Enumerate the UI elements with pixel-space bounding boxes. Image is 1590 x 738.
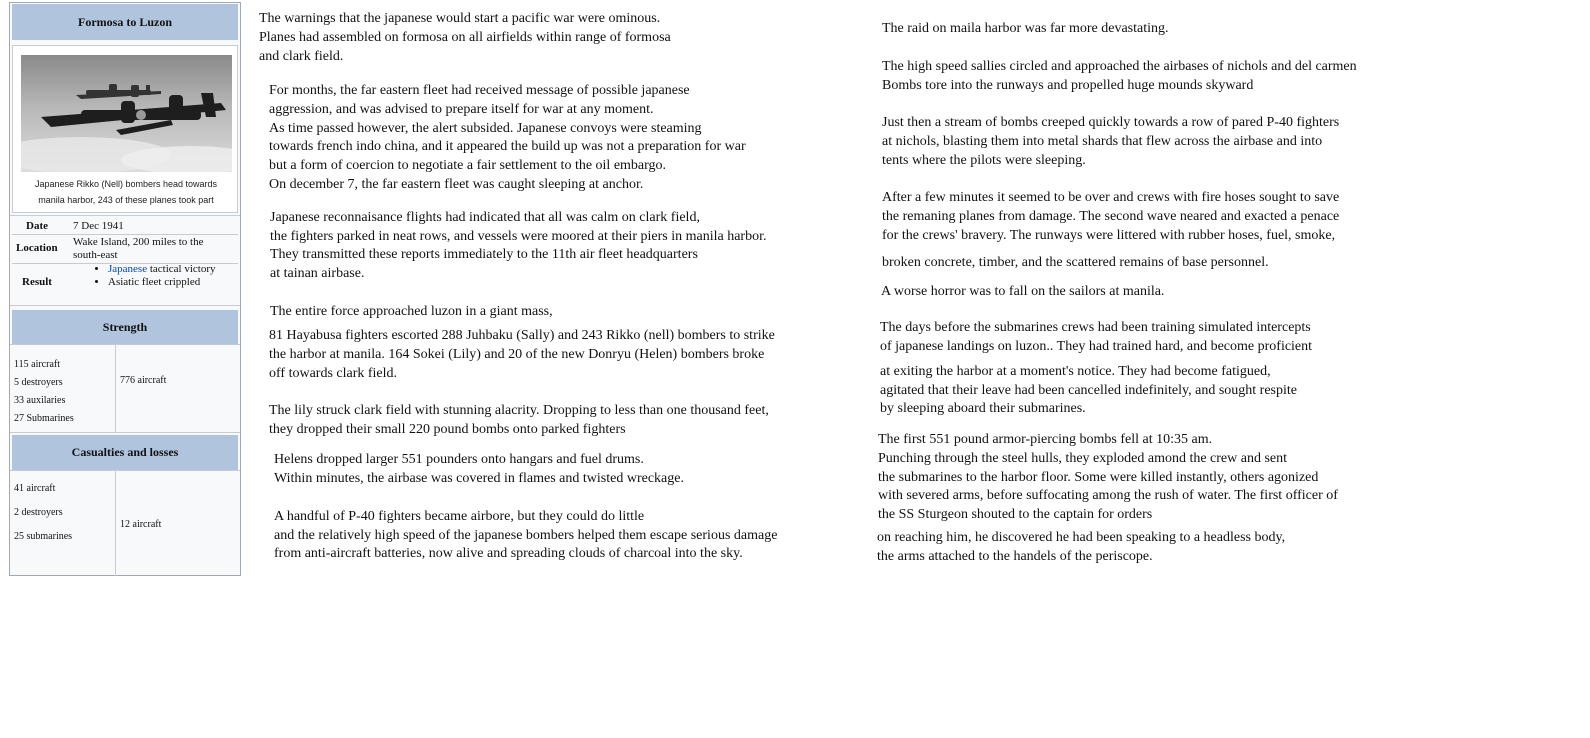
text-line: After a few minutes it seemed to be over and crews with fire hoses sought to save (882, 190, 1340, 205)
strength-item: 33 auxilaries (14, 395, 66, 406)
text-line: at exiting the harbor at a moment's notice. They had become fatigued, (880, 364, 1271, 379)
text-line: broken concrete, timber, and the scattered remains of base personnel. (882, 255, 1269, 270)
text-line: and clark field. (259, 49, 344, 64)
casualty-item: 41 aircraft (14, 483, 56, 494)
column-divider (115, 344, 116, 433)
result-item (108, 263, 216, 276)
strength-item: 115 aircraft (14, 359, 60, 370)
text-line: Punching through the steel hulls, they exploded amond the crew and sent (878, 451, 1288, 466)
result-label: Result (22, 276, 52, 288)
text-line: they dropped their small 220 pound bombs onto parked fighters (269, 422, 626, 437)
image-caption-line: Japanese Rikko (Nell) bombers head towards (34, 179, 218, 189)
text-line: The lily struck clark field with stunning alacrity. Dropping to less than one thousand feet, (269, 403, 769, 418)
text-line: towards french indo china, and it appeared the build up was not a preparation for war (269, 139, 746, 154)
text-line: Bombs tore into the runways and propelled huge mounds skyward (882, 78, 1254, 93)
text-line: The days before the submarines crews had been training simulated intercepts (880, 320, 1311, 335)
text-line: Planes had assembled on formosa on all airfields within range of formosa (259, 30, 671, 45)
divider (10, 470, 240, 471)
text-line: by sleeping aboard their submarines. (880, 401, 1086, 416)
date-label: Date (26, 220, 48, 232)
result-item-text: tactical victory (147, 263, 216, 275)
text-line: The entire force approached luzon in a giant mass, (270, 304, 553, 319)
divider (12, 234, 238, 235)
result-item (108, 276, 216, 289)
text-line: but a form of coercion to negotiate a fair settlement to the oil embargo. (269, 158, 667, 173)
text-line: with severed arms, before suffocating among the rush of water. The first officer of (878, 488, 1338, 503)
text-line: A worse horror was to fall on the sailors at manila. (881, 284, 1165, 299)
strength-opponent: 776 aircraft (120, 375, 167, 386)
text-line: They transmitted these reports immediately to the 11th air fleet headquarters (270, 247, 698, 262)
text-line: the harbor at manila. 164 Sokei (Lily) and 20 of the new Donryu (Helen) bombers broke (269, 347, 765, 362)
date-value: 7 Dec 1941 (73, 220, 124, 232)
text-line: for the crews' bravery. The runways were littered with rubber hoses, fuel, smoke, (882, 228, 1336, 243)
location-label: Location (16, 242, 58, 254)
text-line: Within minutes, the airbase was covered in flames and twisted wreckage. (274, 471, 684, 486)
column-divider (115, 470, 116, 576)
result-list (73, 263, 216, 289)
text-line: the SS Sturgeon shouted to the captain for orders (878, 507, 1153, 522)
text-line: the fighters parked in neat rows, and vessels were moored at their piers in manila harbor. (270, 229, 767, 244)
casualty-item: 2 destroyers (14, 507, 63, 518)
text-line: The high speed sallies circled and approached the airbases of nichols and del carmen (882, 59, 1357, 74)
casualty-item: 25 submarines (14, 531, 73, 542)
text-line: Helens dropped larger 551 pounders onto hangars and fuel drums. (274, 452, 644, 467)
text-line: Japanese reconnaisance flights had indicated that all was calm on clark field, (270, 210, 700, 225)
strength-item: 27 Submarines (14, 413, 74, 424)
infobox-title: Formosa to Luzon (12, 4, 238, 40)
text-line: on reaching him, he discovered he had been speaking to a headless body, (877, 530, 1286, 545)
divider (10, 215, 240, 216)
casualties-header: Casualties and losses (12, 435, 238, 470)
text-line: the remaning planes from damage. The second wave neared and exacted a penace (882, 209, 1340, 224)
image-caption (17, 176, 235, 208)
text-line: and the relatively high speed of the japanese bombers helped them escape serious damage (274, 528, 778, 543)
casualty-opponent: 12 aircraft (120, 519, 162, 530)
text-line: of japanese landings on luzon.. They had trained hard, and become proficient (880, 339, 1313, 354)
strength-item: 5 destroyers (14, 377, 63, 388)
location-value-line: Wake Island, 200 miles to the (73, 236, 204, 248)
divider (10, 432, 240, 433)
text-line: at tainan airbase. (270, 266, 365, 281)
location-value (73, 236, 203, 262)
text-line: agitated that their leave had been cancelled indefinitely, and sought respite (880, 383, 1297, 398)
strength-header: Strength (12, 310, 238, 344)
infobox-image-panel (12, 45, 238, 213)
text-line: at nichols, blasting them into metal shards that flew across the airbase and into (882, 134, 1323, 149)
text-line: As time passed however, the alert subsided. Japanese convoys were steaming (269, 121, 702, 136)
text-line: the arms attached to the handels of the periscope. (877, 549, 1153, 564)
text-line: the submarines to the harbor floor. Some were killed instantly, others agonized (878, 470, 1319, 485)
divider (10, 344, 240, 345)
text-line: On december 7, the far eastern fleet was caught sleeping at anchor. (269, 177, 644, 192)
text-line: A handful of P-40 fighters became airbore, but they could do little (274, 509, 645, 524)
image-caption-line: manila harbor, 243 of these planes took part (38, 195, 214, 205)
text-line: aggression, and was advised to prepare itself for war at any moment. (269, 102, 654, 117)
text-line: from anti-aircraft batteries, now alive and spreading clouds of charcoal into the sky. (274, 546, 743, 561)
text-line: The warnings that the japanese would start a pacific war were ominous. (259, 11, 661, 26)
text-line: For months, the far eastern fleet had received message of possible japanese (269, 83, 690, 98)
text-line: 81 Hayabusa fighters escorted 288 Juhbaku (Sally) and 243 Rikko (nell) bombers to strike (269, 328, 775, 343)
text-line: The raid on maila harbor was far more devastating. (882, 21, 1169, 36)
text-line: Just then a stream of bombs creeped quickly towards a row of pared P-40 fighters (882, 115, 1340, 130)
text-line: The first 551 pound armor-piercing bombs fell at 10:35 am. (878, 432, 1213, 447)
result-item-text: Asiatic fleet crippled (108, 276, 201, 288)
bomber-photo (21, 55, 232, 172)
divider (10, 305, 240, 306)
location-value-line: south-east (73, 249, 118, 261)
text-line: off towards clark field. (269, 366, 398, 381)
japanese-link[interactable]: Japanese (108, 263, 148, 275)
text-line: tents where the pilots were sleeping. (882, 153, 1086, 168)
infobox (9, 2, 241, 576)
